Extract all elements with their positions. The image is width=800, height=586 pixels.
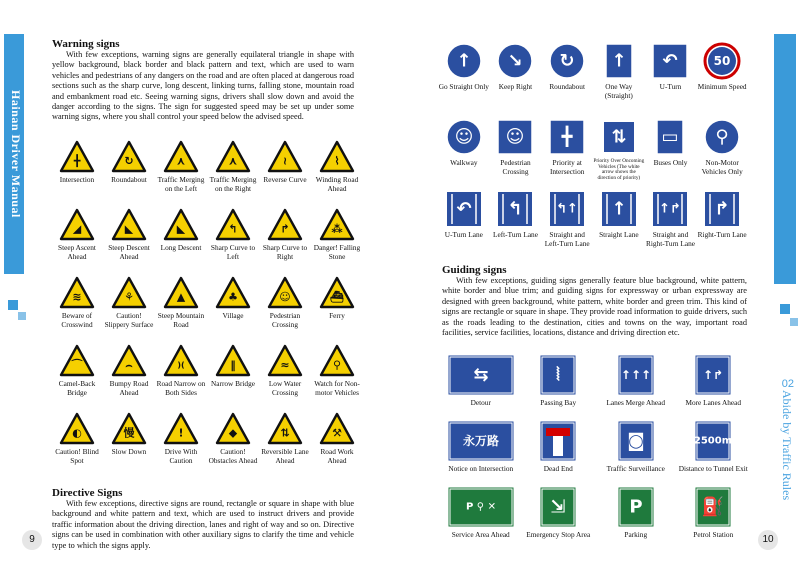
sign-item [520,420,598,486]
side-title-left: Hainan Driver Manual [9,90,23,218]
u-turn-icon [651,42,689,80]
side-banner-right [774,34,796,284]
passing-bay-icon [539,354,577,396]
sign-item [156,208,206,276]
sign-label: Left-Turn Lane [493,230,538,239]
sign-item [156,140,206,208]
sign-label: Drive With Caution [164,447,198,465]
sign-label: Reverse Curve [263,175,307,184]
reversible-lane-icon [267,412,303,445]
bicycle-only-icon [703,118,741,156]
svg-text:⇲: ⇲ [550,496,566,518]
svg-text:♣: ♣ [228,290,238,304]
sign-item [597,486,675,552]
sign-label: Petrol Station [693,530,734,539]
straight-right-lane-icon [651,190,689,228]
sign-item [645,42,697,116]
sign-item [597,420,675,486]
svg-text:◣: ◣ [176,222,186,236]
sign-item [260,344,310,412]
slippery-icon [111,276,147,309]
svg-text:⌢: ⌢ [125,358,133,372]
sign-item [52,412,102,480]
svg-text:⋏: ⋏ [228,154,238,168]
sign-item [645,190,697,260]
svg-text:⇆: ⇆ [473,364,489,386]
sign-item [541,42,593,116]
narrow-both-icon [163,344,199,377]
mountain-road-icon [163,276,199,309]
svg-text:2500m: 2500m [694,435,733,447]
sign-label: Traffic Surveillance [606,464,665,473]
sign-item [104,140,154,208]
sign-label: Straight and Right-Turn Lane [646,230,695,248]
warning-text: With few exceptions, warning signs are generally equilateral triangle in shape with yellow background, black border and black pattern and text, which are used to warn vehicles and pedestrians of any dangers on the road and are often placed at dangerous road sections such as the sharp curve, long descent, linking turns, falling stone, mountain road and embankment road etc. Seeing warning signs, drivers shall slow down and avoid the danger according to the signs. The sign for suggested speed may be set up under some warning signs, where you shall control your speed below the advised speed. [52,50,354,122]
falling-stone-icon [319,208,355,241]
guiding-signs-grid [442,354,752,552]
svg-text:↰: ↰ [507,198,524,220]
svg-text:≀: ≀ [282,154,288,168]
svg-text:⛴: ⛴ [330,290,344,304]
decor-square [8,300,18,310]
sign-label: Caution! Slippery Surface [104,311,154,329]
merge-right-icon [215,140,251,173]
sign-label: Sharp Curve to Left [210,243,256,261]
left-turn-lane-icon [496,190,534,228]
decor-square [18,312,26,320]
sign-item [438,118,490,188]
sign-label: Emergency Stop Area [526,530,591,539]
sign-item [52,208,102,276]
sign-label: More Lanes Ahead [685,398,742,407]
sign-label: Camel-Back Bridge [58,379,96,397]
sign-label: Straight Lane [599,230,639,239]
svg-text:P: P [629,496,643,518]
svg-text:↑↑↑: ↑↑↑ [620,368,651,382]
sign-item [675,486,753,552]
svg-text:↘: ↘ [507,50,524,72]
svg-text:⚲: ⚲ [715,126,729,148]
sign-item [696,42,748,116]
caution-icon [163,412,199,445]
sign-label: Distance to Tunnel Exit [678,464,748,473]
sign-item [593,42,645,116]
bumpy-road-icon [111,344,147,377]
sign-label: Narrow Bridge [211,379,255,388]
straight-left-lane-icon [548,190,586,228]
sign-item [438,190,490,260]
sign-label: Slow Down [111,447,147,456]
svg-text:╋: ╋ [561,126,573,148]
sign-label: Lanes Merge Ahead [606,398,666,407]
sign-item [104,412,154,480]
sign-item [696,118,748,188]
sign-item [312,276,362,344]
minimum-speed-icon [703,42,741,80]
svg-text:)(: )( [177,360,185,370]
pedestrian-icon [267,276,303,309]
svg-text:↰: ↰ [228,222,238,236]
sign-item [104,344,154,412]
sign-item [645,118,697,188]
right-turn-lane-icon [703,190,741,228]
svg-text:◢: ◢ [72,222,82,236]
svg-text:↻: ↻ [559,50,575,72]
sign-label: Straight and Left-Turn Lane [544,230,590,248]
sign-item [156,412,206,480]
sign-label: One Way (Straight) [604,82,633,100]
sign-item [104,208,154,276]
svg-text:↑: ↑ [611,50,627,72]
sign-label: Bumpy Road Ahead [109,379,149,397]
steep-descent-icon [111,208,147,241]
intersection-notice-icon [447,420,515,462]
svg-text:↱: ↱ [280,222,290,236]
sign-item [520,354,598,420]
svg-text:↱: ↱ [714,198,730,220]
svg-text:⋏: ⋏ [176,154,186,168]
svg-text:≋: ≋ [72,290,82,304]
warning-heading: Warning signs [52,38,120,50]
sign-item [208,208,258,276]
sign-item [490,42,542,116]
reverse-curve-icon [267,140,303,173]
sign-item [260,276,310,344]
sign-label: Service Area Ahead [451,530,510,539]
svg-text:P ⚲ ✕: P ⚲ ✕ [465,501,496,513]
one-way-icon [600,42,638,80]
svg-text:⚲: ⚲ [332,358,342,372]
sign-item [52,140,102,208]
long-descent-icon [163,208,199,241]
sign-item [260,140,310,208]
sign-label: Caution! Blind Spot [55,447,99,465]
sign-item [312,344,362,412]
svg-text:⌇: ⌇ [334,154,340,168]
side-title-right: Abide by Traffic Rules [780,390,794,501]
sign-item [541,118,593,188]
directive-signs-row2 [438,118,748,188]
camel-bridge-icon [59,344,95,377]
sign-label: Priority Over Oncoming Vehicles (The white arrow shows the direction of priority) [593,158,645,181]
lane-signs-row [438,190,748,260]
u-turn-lane-icon [445,190,483,228]
sign-label: Buses Only [653,158,688,167]
intersection-icon [59,140,95,173]
sign-label: U-Turn Lane [444,230,483,239]
directive-signs-row1 [438,42,748,116]
decor-square [780,304,790,314]
sign-label: Non-Motor Vehicles Only [701,158,743,176]
page-number-right: 10 [758,530,778,550]
winding-road-icon [319,140,355,173]
svg-text:☺: ☺ [279,290,291,304]
svg-text:↑↱: ↑↱ [659,201,682,217]
sign-label: Minimum Speed [697,82,747,91]
sign-item [490,190,542,260]
blind-spot-icon [59,412,95,445]
sign-label: Ferry [329,311,345,320]
warning-signs-grid [52,140,362,480]
sign-item [312,412,362,480]
keep-right-icon [496,42,534,80]
sign-item [490,118,542,188]
svg-text:↶: ↶ [662,50,679,72]
directive-text: With few exceptions, directive signs are round, rectangle or square in shape with blue background and white pattern and text, which are used to instruct drivers and provide traffic information about the driving direction, lanes and right of way and so on. Directive signs can be used in combination with other auxiliary signs to clarify the time and vehicle type to which the signs apply. [52,499,354,550]
sign-label: Passing Bay [540,398,577,407]
merge-left-icon [163,140,199,173]
sign-label: Village [222,311,244,320]
sign-label: Reversible Lane Ahead [261,447,309,465]
sign-item [208,344,258,412]
narrow-bridge-icon [215,344,251,377]
svg-text:⛽: ⛽ [702,496,725,518]
straight-lane-icon [600,190,638,228]
sign-item [442,486,520,552]
sign-item [520,486,598,552]
svg-text:⇅: ⇅ [280,426,290,440]
svg-text:╋: ╋ [73,154,81,168]
svg-text:☺: ☺ [506,126,525,148]
crosswind-icon [59,276,95,309]
svg-text:⁂: ⁂ [331,222,343,236]
svg-text:50: 50 [713,54,731,68]
sign-label: Steep Ascent Ahead [58,243,96,261]
sign-item [208,276,258,344]
sign-label: Notice on Intersection [448,464,514,473]
sign-label: Watch for Non-motor Vehicles [314,379,360,397]
sign-label: Pedestrian Crossing [269,311,301,329]
sign-item [442,354,520,420]
roundabout-icon [111,140,147,173]
sign-label: Detour [470,398,491,407]
sign-item [156,276,206,344]
svg-text:↑↱: ↑↱ [703,368,724,382]
svg-text:⦚: ⦚ [556,364,561,386]
svg-text:↑: ↑ [456,50,472,72]
svg-text:↑: ↑ [611,198,627,220]
priority-oncoming-icon [600,118,638,156]
sign-item [312,140,362,208]
sharp-curve-left-icon [215,208,251,241]
surveillance-icon [617,420,655,462]
svg-text:↶: ↶ [456,198,472,220]
sign-label: Beware of Crosswind [61,311,93,329]
svg-text:↻: ↻ [124,154,134,168]
sign-label: Road Work Ahead [320,447,354,465]
page-number-left: 9 [22,530,42,550]
sign-label: Caution! Obstacles Ahead [208,447,258,465]
petrol-icon [694,486,732,528]
guiding-text: With few exceptions, guiding signs generally feature blue background, white pattern, white border and blue trim; and guiding signs for expressway or urban expressway are designed with green background, white pattern, white border and green trim. This kind of signs are rectangle or square in shape. They provide road information to guide drivers, such as the roads leading to the destination, cities and towns on the way, important road facilities, service facilities, locations, distance and driving direction etc. [442,276,747,338]
bicycle-icon [319,344,355,377]
sign-label: Parking [624,530,648,539]
sign-label: Sharp Curve to Right [262,243,308,261]
svg-text:≈: ≈ [280,358,290,372]
sign-label: Low Water Crossing [268,379,302,397]
guiding-heading: Guiding signs [442,264,507,276]
sign-label: Priority at Intersection [549,158,585,176]
sign-label: Danger! Falling Stone [313,243,361,261]
sign-label: Long Descent [160,243,202,252]
sign-item [438,42,490,116]
svg-text:⚘: ⚘ [124,290,134,304]
ferry-icon [319,276,355,309]
sign-item [675,354,753,420]
lanes-merge-icon [617,354,655,396]
walkway-icon [445,118,483,156]
sign-item [541,190,593,260]
right-page [400,0,800,586]
svg-text:▲: ▲ [176,290,186,304]
sign-label: Winding Road Ahead [315,175,359,193]
pedestrian-crossing-icon [496,118,534,156]
more-lanes-icon [694,354,732,396]
steep-ascent-icon [59,208,95,241]
roundabout-directive-icon [548,42,586,80]
svg-text:◙: ◙ [627,430,645,452]
svg-text:↰↑: ↰↑ [556,201,579,217]
low-water-icon [267,344,303,377]
chapter-number: 02 [781,378,794,390]
svg-text:▭: ▭ [661,126,679,148]
sign-item [696,190,748,260]
svg-text:‖: ‖ [230,358,236,372]
sign-label: Steep Descent Ahead [108,243,150,261]
sign-label: Walkway [450,158,478,167]
sign-label: Pedestrian Crossing [500,158,531,176]
sign-label: Keep Right [498,82,533,91]
sign-item [442,420,520,486]
sign-label: Roundabout [111,175,147,184]
sign-item [260,412,310,480]
sign-item [52,276,102,344]
sign-item [156,344,206,412]
sign-item [597,354,675,420]
sign-item [104,276,154,344]
sharp-curve-right-icon [267,208,303,241]
sign-item [675,420,753,486]
svg-text:⚒: ⚒ [332,426,342,440]
dead-end-icon [539,420,577,462]
svg-text:☺: ☺ [454,126,474,148]
obstacles-icon [215,412,251,445]
sign-label: U-Turn [659,82,682,91]
sign-label: Dead End [543,464,573,473]
sign-item [593,190,645,260]
emergency-stop-icon [539,486,577,528]
svg-text:⌒: ⌒ [71,358,83,372]
svg-text:◐: ◐ [72,426,82,440]
sign-label: Right-Turn Lane [697,230,747,239]
sign-item [208,140,258,208]
go-straight-icon [445,42,483,80]
svg-text:◣: ◣ [124,222,134,236]
village-icon [215,276,251,309]
svg-text:◆: ◆ [228,426,238,440]
sign-item [593,118,645,188]
sign-item [260,208,310,276]
service-area-icon [447,486,515,528]
sign-label: Traffic Merging on the Right [209,175,257,193]
svg-text:⇅: ⇅ [611,126,627,148]
sign-label: Roundabout [549,82,585,91]
tunnel-exit-icon [694,420,732,462]
sign-item [312,208,362,276]
road-work-icon [319,412,355,445]
sign-item [208,412,258,480]
svg-text:!: ! [178,426,184,440]
sign-label: Go Straight Only [438,82,489,91]
svg-text:慢: 慢 [123,426,135,440]
directive-heading: Directive Signs [52,487,123,499]
sign-label: Road Narrow on Both Sides [156,379,206,397]
parking-icon [617,486,655,528]
sign-label: Traffic Merging on the Left [157,175,205,193]
bus-icon [651,118,689,156]
priority-intersection-icon [548,118,586,156]
slow-down-icon [111,412,147,445]
decor-square [790,318,798,326]
sign-item [52,344,102,412]
sign-label: Intersection [59,175,95,184]
detour-icon [447,354,515,396]
sign-label: Steep Mountain Road [157,311,205,329]
svg-text:永万路: 永万路 [462,434,499,448]
